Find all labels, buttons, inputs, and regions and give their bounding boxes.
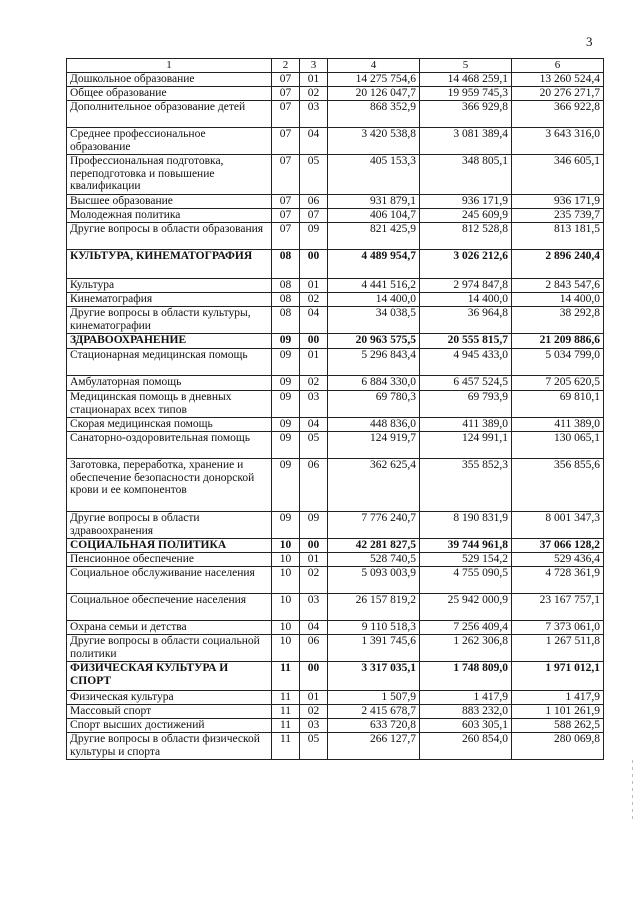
amount-col-4: 42 281 827,5 [328, 539, 420, 553]
table-row [67, 279, 604, 293]
section-code: 11 [272, 719, 300, 733]
budget-table-body [67, 59, 604, 760]
row-name: Другие вопросы в области физической культуры и спорта [67, 733, 272, 760]
column-number: 4 [328, 59, 420, 73]
row-name: Высшее образование [67, 195, 272, 209]
section-code: 07 [272, 73, 300, 87]
amount-col-4: 3 420 538,8 [328, 128, 420, 155]
amount-col-5: 6 457 524,5 [420, 376, 512, 391]
amount-col-5: 355 852,3 [420, 459, 512, 512]
column-number-row [67, 59, 604, 73]
section-code: 09 [272, 432, 300, 459]
section-code: 07 [272, 195, 300, 209]
section-code: 11 [272, 662, 300, 691]
subsection-code: 03 [300, 594, 328, 621]
section-code: 08 [272, 293, 300, 307]
amount-col-6: 2 843 547,6 [512, 279, 604, 293]
amount-col-5: 4 945 433,0 [420, 349, 512, 376]
amount-col-5: 1 748 809,0 [420, 662, 512, 691]
table-row [67, 155, 604, 195]
subsection-code: 01 [300, 279, 328, 293]
row-name: Охрана семьи и детства [67, 621, 272, 635]
subsection-code: 05 [300, 155, 328, 195]
amount-col-4: 821 425,9 [328, 223, 420, 250]
amount-col-4: 6 884 330,0 [328, 376, 420, 391]
section-code: 07 [272, 128, 300, 155]
amount-col-5: 20 555 815,7 [420, 334, 512, 349]
section-code: 09 [272, 391, 300, 418]
row-name: СОЦИАЛЬНАЯ ПОЛИТИКА [67, 539, 272, 553]
subsection-code: 02 [300, 376, 328, 391]
amount-col-4: 633 720,8 [328, 719, 420, 733]
amount-col-4: 448 836,0 [328, 418, 420, 432]
row-name: Стационарная медицинская помощь [67, 349, 272, 376]
section-code: 10 [272, 567, 300, 594]
amount-col-5: 124 991,1 [420, 432, 512, 459]
subsection-code: 02 [300, 293, 328, 307]
subsection-code: 06 [300, 459, 328, 512]
section-code: 07 [272, 101, 300, 128]
section-code: 09 [272, 418, 300, 432]
row-name: Другие вопросы в области социальной политики [67, 635, 272, 662]
subsection-code: 09 [300, 512, 328, 539]
section-code: 09 [272, 459, 300, 512]
amount-col-4: 5 093 003,9 [328, 567, 420, 594]
amount-col-4: 3 317 035,1 [328, 662, 420, 691]
section-code: 09 [272, 512, 300, 539]
table-row [67, 567, 604, 594]
section-code: 09 [272, 349, 300, 376]
amount-col-5: 14 400,0 [420, 293, 512, 307]
section-row [67, 250, 604, 279]
section-code: 10 [272, 594, 300, 621]
table-row [67, 391, 604, 418]
amount-col-6: 1 267 511,8 [512, 635, 604, 662]
row-name: Среднее профессиональное образование [67, 128, 272, 155]
amount-col-6: 346 605,1 [512, 155, 604, 195]
table-row [67, 733, 604, 760]
row-name: Амбулаторная помощь [67, 376, 272, 391]
subsection-code: 03 [300, 101, 328, 128]
row-name: ФИЗИЧЕСКАЯ КУЛЬТУРА И СПОРТ [67, 662, 272, 691]
amount-col-5: 25 942 000,9 [420, 594, 512, 621]
row-name: КУЛЬТУРА, КИНЕМАТОГРАФИЯ [67, 250, 272, 279]
amount-col-5: 3 026 212,6 [420, 250, 512, 279]
subsection-code: 01 [300, 349, 328, 376]
table-row [67, 195, 604, 209]
row-name: Массовый спорт [67, 705, 272, 719]
amount-col-6: 5 034 799,0 [512, 349, 604, 376]
table-row [67, 87, 604, 101]
table-row [67, 128, 604, 155]
amount-col-4: 931 879,1 [328, 195, 420, 209]
amount-col-4: 4 441 516,2 [328, 279, 420, 293]
row-name: Профессиональная подготовка, переподготовка и повышение квалификации [67, 155, 272, 195]
row-name: Социальное обслуживание населения [67, 567, 272, 594]
amount-col-4: 7 776 240,7 [328, 512, 420, 539]
amount-col-5: 19 959 745,3 [420, 87, 512, 101]
table-row [67, 73, 604, 87]
row-name: Санаторно-оздоровительная помощь [67, 432, 272, 459]
amount-col-5: 39 744 961,8 [420, 539, 512, 553]
budget-table [66, 58, 604, 760]
amount-col-6: 1 101 261,9 [512, 705, 604, 719]
amount-col-5: 3 081 389,4 [420, 128, 512, 155]
amount-col-4: 14 400,0 [328, 293, 420, 307]
table-row [67, 719, 604, 733]
amount-col-6: 1 417,9 [512, 691, 604, 705]
table-row [67, 432, 604, 459]
row-name: ЗДРАВООХРАНЕНИЕ [67, 334, 272, 349]
subsection-code: 00 [300, 662, 328, 691]
table-row [67, 459, 604, 512]
amount-col-5: 69 793,9 [420, 391, 512, 418]
amount-col-4: 406 104,7 [328, 209, 420, 223]
amount-col-5: 7 256 409,4 [420, 621, 512, 635]
amount-col-6: 7 205 620,5 [512, 376, 604, 391]
amount-col-4: 4 489 954,7 [328, 250, 420, 279]
subsection-code: 03 [300, 719, 328, 733]
table-row [67, 223, 604, 250]
subsection-code: 00 [300, 250, 328, 279]
section-code: 11 [272, 705, 300, 719]
section-code: 07 [272, 155, 300, 195]
row-name: Другие вопросы в области культуры, кинематографии [67, 307, 272, 334]
amount-col-4: 9 110 518,3 [328, 621, 420, 635]
amount-col-6: 14 400,0 [512, 293, 604, 307]
amount-col-6: 529 436,4 [512, 553, 604, 567]
amount-col-6: 8 001 347,3 [512, 512, 604, 539]
subsection-code: 01 [300, 553, 328, 567]
amount-col-6: 37 066 128,2 [512, 539, 604, 553]
amount-col-4: 528 740,5 [328, 553, 420, 567]
table-row [67, 101, 604, 128]
column-number: 5 [420, 59, 512, 73]
amount-col-5: 1 262 306,8 [420, 635, 512, 662]
scan-artifact-line [632, 760, 633, 820]
row-name: Спорт высших достижений [67, 719, 272, 733]
subsection-code: 07 [300, 209, 328, 223]
row-name: Дополнительное образование детей [67, 101, 272, 128]
amount-col-6: 130 065,1 [512, 432, 604, 459]
amount-col-5: 936 171,9 [420, 195, 512, 209]
page-number: 3 [586, 34, 593, 49]
section-row [67, 662, 604, 691]
amount-col-5: 260 854,0 [420, 733, 512, 760]
subsection-code: 04 [300, 418, 328, 432]
section-code: 09 [272, 376, 300, 391]
amount-col-4: 20 963 575,5 [328, 334, 420, 349]
table-row [67, 691, 604, 705]
column-number: 6 [512, 59, 604, 73]
amount-col-4: 2 415 678,7 [328, 705, 420, 719]
column-number: 3 [300, 59, 328, 73]
amount-col-4: 405 153,3 [328, 155, 420, 195]
amount-col-6: 1 971 012,1 [512, 662, 604, 691]
row-name: Дошкольное образование [67, 73, 272, 87]
table-row [67, 418, 604, 432]
table-row [67, 705, 604, 719]
amount-col-6: 38 292,8 [512, 307, 604, 334]
amount-col-6: 21 209 886,6 [512, 334, 604, 349]
amount-col-6: 4 728 361,9 [512, 567, 604, 594]
amount-col-4: 69 780,3 [328, 391, 420, 418]
row-name: Кинематография [67, 293, 272, 307]
amount-col-5: 36 964,8 [420, 307, 512, 334]
subsection-code: 04 [300, 621, 328, 635]
section-code: 08 [272, 279, 300, 293]
amount-col-5: 2 974 847,8 [420, 279, 512, 293]
amount-col-6: 13 260 524,4 [512, 73, 604, 87]
row-name: Пенсионное обеспечение [67, 553, 272, 567]
section-code: 10 [272, 553, 300, 567]
row-name: Молодежная политика [67, 209, 272, 223]
subsection-code: 02 [300, 567, 328, 594]
section-code: 07 [272, 223, 300, 250]
section-code: 10 [272, 621, 300, 635]
section-code: 08 [272, 250, 300, 279]
subsection-code: 03 [300, 391, 328, 418]
subsection-code: 00 [300, 539, 328, 553]
section-code: 10 [272, 539, 300, 553]
amount-col-6: 20 276 271,7 [512, 87, 604, 101]
row-name: Физическая культура [67, 691, 272, 705]
amount-col-4: 124 919,7 [328, 432, 420, 459]
table-row [67, 349, 604, 376]
subsection-code: 01 [300, 691, 328, 705]
section-code: 09 [272, 334, 300, 349]
row-name: Заготовка, переработка, хранение и обеспечение безопасности донорской крови и ее компонентов [67, 459, 272, 512]
amount-col-6: 813 181,5 [512, 223, 604, 250]
amount-col-4: 14 275 754,6 [328, 73, 420, 87]
amount-col-5: 348 805,1 [420, 155, 512, 195]
subsection-code: 06 [300, 195, 328, 209]
section-code: 10 [272, 635, 300, 662]
amount-col-5: 529 154,2 [420, 553, 512, 567]
amount-col-6: 280 069,8 [512, 733, 604, 760]
table-row [67, 635, 604, 662]
amount-col-4: 1 391 745,6 [328, 635, 420, 662]
section-code: 07 [272, 87, 300, 101]
subsection-code: 02 [300, 87, 328, 101]
table-row [67, 376, 604, 391]
subsection-code: 04 [300, 307, 328, 334]
amount-col-4: 362 625,4 [328, 459, 420, 512]
amount-col-6: 7 373 061,0 [512, 621, 604, 635]
row-name: Другие вопросы в области образования [67, 223, 272, 250]
amount-col-5: 411 389,0 [420, 418, 512, 432]
amount-col-5: 8 190 831,9 [420, 512, 512, 539]
subsection-code: 05 [300, 432, 328, 459]
column-number: 1 [67, 59, 272, 73]
amount-col-6: 23 167 757,1 [512, 594, 604, 621]
row-name: Социальное обеспечение населения [67, 594, 272, 621]
column-number: 2 [272, 59, 300, 73]
amount-col-5: 245 609,9 [420, 209, 512, 223]
table-row [67, 307, 604, 334]
section-code: 11 [272, 691, 300, 705]
amount-col-6: 2 896 240,4 [512, 250, 604, 279]
table-row [67, 594, 604, 621]
amount-col-5: 883 232,0 [420, 705, 512, 719]
amount-col-6: 411 389,0 [512, 418, 604, 432]
amount-col-5: 812 528,8 [420, 223, 512, 250]
row-name: Медицинская помощь в дневных стационарах всех типов [67, 391, 272, 418]
section-code: 08 [272, 307, 300, 334]
amount-col-4: 868 352,9 [328, 101, 420, 128]
amount-col-4: 26 157 819,2 [328, 594, 420, 621]
amount-col-6: 366 922,8 [512, 101, 604, 128]
section-code: 11 [272, 733, 300, 760]
amount-col-6: 356 855,6 [512, 459, 604, 512]
subsection-code: 02 [300, 705, 328, 719]
subsection-code: 06 [300, 635, 328, 662]
row-name: Другие вопросы в области здравоохранения [67, 512, 272, 539]
amount-col-6: 588 262,5 [512, 719, 604, 733]
amount-col-5: 366 929,8 [420, 101, 512, 128]
section-code: 07 [272, 209, 300, 223]
amount-col-4: 5 296 843,4 [328, 349, 420, 376]
subsection-code: 05 [300, 733, 328, 760]
amount-col-4: 20 126 047,7 [328, 87, 420, 101]
amount-col-5: 14 468 259,1 [420, 73, 512, 87]
amount-col-6: 936 171,9 [512, 195, 604, 209]
amount-col-6: 69 810,1 [512, 391, 604, 418]
subsection-code: 01 [300, 73, 328, 87]
amount-col-4: 1 507,9 [328, 691, 420, 705]
section-row [67, 334, 604, 349]
section-row [67, 539, 604, 553]
row-name: Культура [67, 279, 272, 293]
row-name: Общее образование [67, 87, 272, 101]
amount-col-4: 34 038,5 [328, 307, 420, 334]
table-row [67, 293, 604, 307]
amount-col-6: 235 739,7 [512, 209, 604, 223]
subsection-code: 09 [300, 223, 328, 250]
table-row [67, 512, 604, 539]
subsection-code: 00 [300, 334, 328, 349]
amount-col-6: 3 643 316,0 [512, 128, 604, 155]
table-row [67, 621, 604, 635]
amount-col-5: 1 417,9 [420, 691, 512, 705]
amount-col-4: 266 127,7 [328, 733, 420, 760]
table-row [67, 553, 604, 567]
amount-col-5: 4 755 090,5 [420, 567, 512, 594]
table-row [67, 209, 604, 223]
row-name: Скорая медицинская помощь [67, 418, 272, 432]
subsection-code: 04 [300, 128, 328, 155]
amount-col-5: 603 305,1 [420, 719, 512, 733]
